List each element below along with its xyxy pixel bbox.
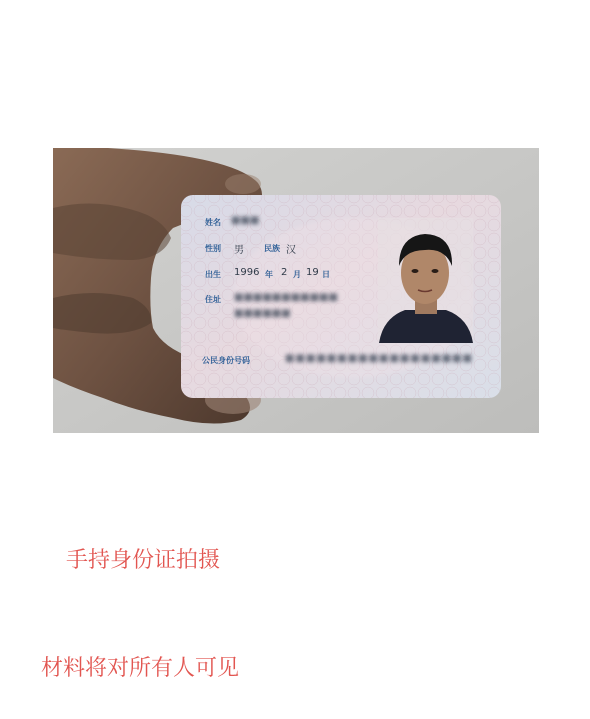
id-card-photo: [53, 148, 539, 433]
portrait: [378, 218, 473, 343]
photo-scene: [53, 148, 539, 433]
ethnicity-label: 民族: [264, 244, 280, 253]
id-card: [181, 195, 501, 398]
address-line-2-redacted: ■■■■■■: [234, 308, 291, 319]
ethnicity-value: 汉: [286, 245, 296, 256]
name-label: 姓名: [205, 218, 221, 227]
name-value-redacted: ■■■: [231, 215, 260, 226]
visibility-notice: 材料将对所有人可见: [41, 656, 240, 681]
id-number-label: 公民身份号码: [202, 356, 250, 365]
birth-day: 19: [306, 267, 319, 278]
month-unit: 月: [293, 270, 301, 279]
sex-label: 性别: [205, 244, 221, 253]
year-unit: 年: [265, 270, 273, 279]
address-label: 住址: [205, 295, 221, 304]
day-unit: 日: [322, 270, 330, 279]
birth-label: 出生: [205, 270, 221, 279]
birth-year: 1996: [234, 267, 260, 278]
id-number-redacted: ■■■■■■■■■■■■■■■■■■: [285, 353, 474, 364]
hold-id-instruction: 手持身份证拍摄: [66, 548, 221, 573]
birth-month: 2: [281, 267, 288, 278]
address-line-1-redacted: ■■■■■■■■■■■: [234, 292, 338, 303]
sex-value: 男: [234, 245, 244, 256]
